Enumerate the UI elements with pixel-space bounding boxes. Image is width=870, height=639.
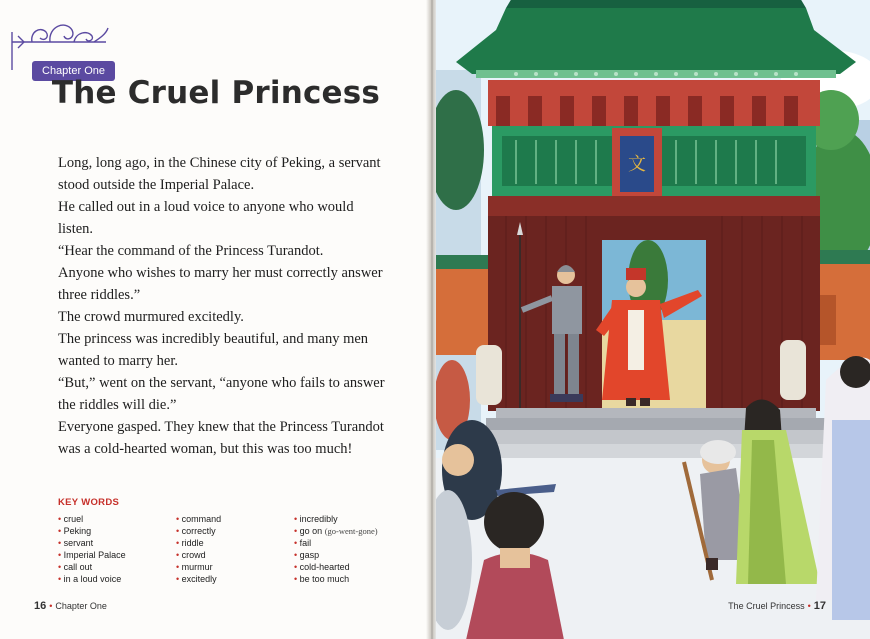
svg-text:文: 文 bbox=[628, 154, 646, 175]
key-words-column-3 bbox=[294, 513, 378, 585]
key-word: • excitedly bbox=[176, 573, 221, 585]
key-word: • incredibly bbox=[294, 513, 378, 525]
palace-gate-illustration bbox=[436, 0, 870, 639]
story-line: The crowd murmured excitedly. bbox=[58, 309, 244, 325]
key-words-column-2 bbox=[176, 513, 221, 585]
key-word: • call out bbox=[58, 561, 126, 573]
bullet-icon: • bbox=[49, 601, 53, 611]
page-title: The Cruel Princess bbox=[51, 75, 381, 111]
key-word: • crowd bbox=[176, 549, 221, 561]
story-line: He called out in a loud voice to anyone who would bbox=[58, 199, 354, 215]
story-line: Everyone gasped. They knew that the Princess Turandot bbox=[58, 419, 384, 435]
story-line: Long, long ago, in the Chinese city of Peking, a servant bbox=[58, 155, 381, 171]
story-line: “But,” went on the servant, “anyone who fails to answer bbox=[58, 375, 385, 391]
right-page bbox=[436, 0, 870, 639]
story-line: wanted to marry her. bbox=[58, 353, 178, 369]
story-line: stood outside the Imperial Palace. bbox=[58, 177, 255, 193]
key-word: • murmur bbox=[176, 561, 221, 573]
key-word: • cruel bbox=[58, 513, 126, 525]
page-number: 16 bbox=[34, 600, 47, 612]
story-line: “Hear the command of the Princess Turandot. bbox=[58, 243, 324, 259]
key-word: • Peking bbox=[58, 525, 126, 537]
footer-chapter-label: Chapter One bbox=[55, 601, 107, 611]
key-word-go-on bbox=[294, 525, 378, 537]
key-word: • riddle bbox=[176, 537, 221, 549]
key-word-label: go on bbox=[299, 526, 323, 536]
story-text bbox=[58, 152, 408, 460]
left-page-footer bbox=[34, 600, 107, 612]
key-word: • cold-hearted bbox=[294, 561, 378, 573]
key-words-heading: KEY WORDS bbox=[58, 497, 120, 508]
story-line: three riddles.” bbox=[58, 287, 141, 303]
chapter-tag bbox=[10, 12, 120, 77]
key-word: • servant bbox=[58, 537, 126, 549]
key-words-box bbox=[58, 497, 418, 593]
key-words-column-1 bbox=[58, 513, 126, 585]
key-word: • in a loud voice bbox=[58, 573, 126, 585]
bullet-icon: • bbox=[807, 601, 811, 611]
story-line: The princess was incredibly beautiful, and many men bbox=[58, 331, 369, 347]
right-page-footer bbox=[728, 600, 826, 612]
page-number: 17 bbox=[813, 600, 826, 612]
story-line: was a cold-hearted woman, but this was too much! bbox=[58, 441, 353, 457]
roof bbox=[456, 8, 856, 74]
footer-title-label: The Cruel Princess bbox=[728, 601, 805, 611]
story-line: Anyone who wishes to marry her must correctly answer bbox=[58, 265, 383, 281]
left-page bbox=[0, 0, 432, 639]
key-word: • fail bbox=[294, 537, 378, 549]
key-word: • correctly bbox=[176, 525, 221, 537]
key-word: • Imperial Palace bbox=[58, 549, 126, 561]
key-word: • gasp bbox=[294, 549, 378, 561]
key-word: • command bbox=[176, 513, 221, 525]
key-word: • be too much bbox=[294, 573, 378, 585]
story-line: the riddles will die.” bbox=[58, 397, 177, 413]
key-word-note: (go-went-gone) bbox=[324, 526, 378, 536]
story-line: listen. bbox=[58, 221, 94, 237]
chapter-label: Chapter One bbox=[32, 61, 115, 81]
